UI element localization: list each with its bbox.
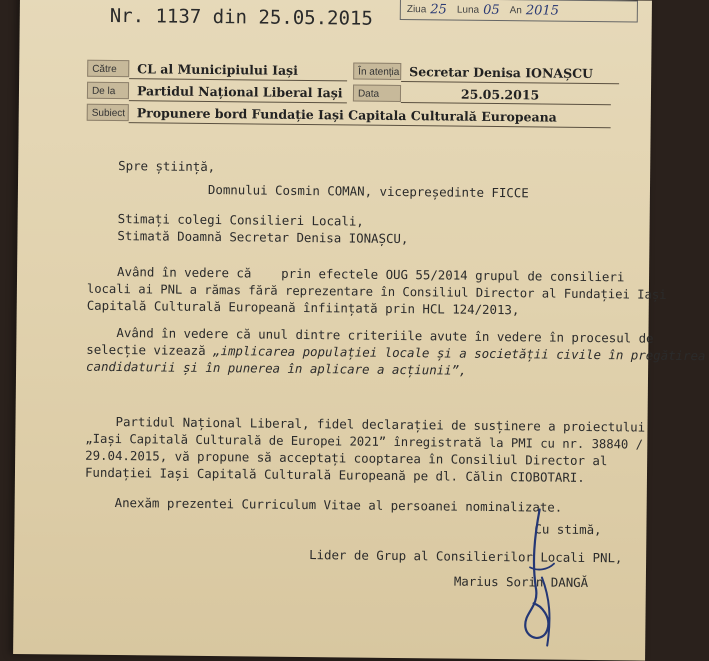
signature-title: Lider de Grup al Consilierilor Locali PNL, <box>309 547 623 566</box>
subject-value: Propunere bord Fundație Iași Capitala Culturală Europeana <box>129 103 611 128</box>
signature-name: Marius Sorin DANGĂ <box>453 573 589 590</box>
stamp-day-label: Ziua <box>406 3 427 15</box>
body-line-9-text: selecție vizează <box>86 341 206 358</box>
body-line-10: candidaturii și în punerea în aplicare a acțiunii”, <box>86 358 467 378</box>
subject-row <box>87 103 611 127</box>
body-line-4: Stimată Doamnă Secretar Denisa IONAȘCU, <box>117 228 409 247</box>
body-line-5: Având în vedere că prin efectele OUG 55/2014 grupul de consilieri <box>117 264 625 285</box>
stamp-month-value: 05 <box>483 2 500 18</box>
body-line-13: 29.04.2015, vă propune să acceptați cooptarea în Consiliul Director al <box>85 447 608 469</box>
body-line-14: Fundației Iași Capitală Culturală Europeană pe dl. Călin CIOBOTARI. <box>84 464 585 485</box>
body-line-8: Având în vedere că unul dintre criteriile avute în vedere în procesul de <box>116 325 654 346</box>
subject-label: Subiect <box>87 104 129 121</box>
to-value: CL al Municipiului Iași <box>129 59 347 81</box>
from-row <box>87 81 611 105</box>
body-line-6: locali ai PNL a rămas fără reprezentare în Consiliul Director al Fundației Iași <box>86 281 667 302</box>
stamp-day-value: 25 <box>430 1 447 17</box>
stamp-year-label: An <box>509 4 522 16</box>
body-line-2: Domnului Cosmin COMAN, vicepreședinte FICCE <box>207 181 529 201</box>
from-value: Partidul Național Liberal Iași <box>129 81 347 103</box>
stamp-year-value: 2015 <box>525 2 560 19</box>
date-value: 25.05.2015 <box>401 84 611 105</box>
body-line-12: „Iași Capitală Culturală de Europei 2021” înregistrată la PMI cu nr. 38840 / <box>85 431 644 452</box>
attention-label: În atenția <box>353 62 401 80</box>
attention-value: Secretar Denisa IONAȘCU <box>401 61 619 83</box>
body-line-1: Spre știință, <box>118 158 216 175</box>
body-line-15: Anexăm prezentei Curriculum Vitae al persoanei nominalizate. <box>114 495 563 515</box>
document-page <box>13 0 706 661</box>
document-number: Nr. 1137 din 25.05.2015 <box>109 4 373 30</box>
from-label: De la <box>87 82 129 99</box>
registration-stamp <box>400 0 638 22</box>
to-row <box>87 59 619 84</box>
handwritten-signature <box>503 507 574 648</box>
body-line-3: Stimați colegi Consilieri Locali, <box>117 211 364 229</box>
stamp-month-label: Luna <box>456 4 480 16</box>
to-label: Către <box>87 60 129 77</box>
body-line-11: Partidul Național Liberal, fidel declarației de susținere a proiectului <box>115 414 646 435</box>
date-label: Data <box>353 84 401 102</box>
body-line-7: Capitală Culturală Europeană înființată prin HCL 124/2013, <box>86 297 520 318</box>
body-line-9-quote: „implicarea populației locale și a societății civile în pregătirea <box>213 343 706 364</box>
closing-text: Cu stimă, <box>534 521 602 538</box>
